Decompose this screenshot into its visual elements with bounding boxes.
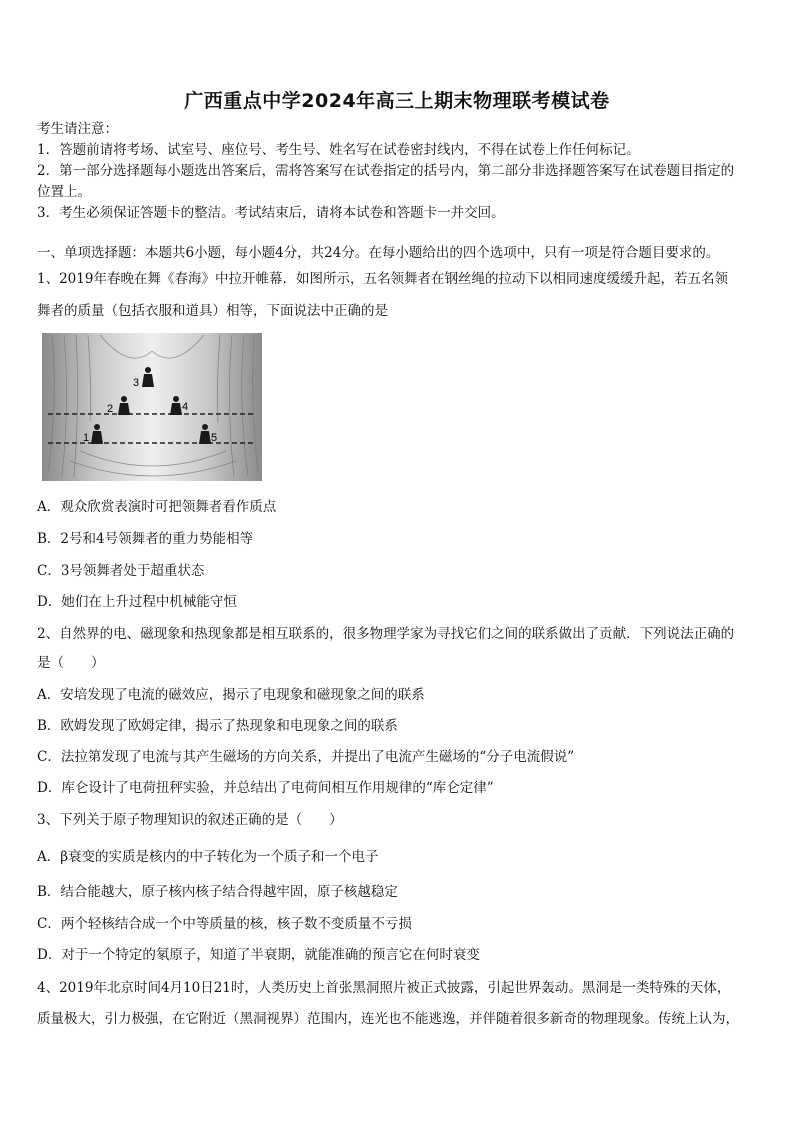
notice-heading: 考生请注意： <box>37 121 118 137</box>
q1-stem-line-1: 1、2019年春晚在舞《春海》中拉开帷幕．如图所示，五名领舞者在钢丝绳的拉动下以相同速度缓缓升起，若五名领 <box>37 271 728 287</box>
section-heading: 一、单项选择题：本题共6小题，每小题4分，共24分。在每小题给出的四个选项中，只有一项是符合题目要求的。 <box>37 245 720 261</box>
q1-option-b: B．2号和4号领舞者的重力势能相等 <box>37 531 254 547</box>
dancer-label-4: 4 <box>182 401 189 413</box>
q1-option-a: A．观众欣赏表演时可把领舞者看作质点 <box>37 499 277 515</box>
q1-stem-line-2: 舞者的质量（包括衣服和道具）相等，下面说法中正确的是 <box>37 303 388 319</box>
q2-option-c: C．法拉第发现了电流与其产生磁场的方向关系，并提出了电流产生磁场的“分子电流假说” <box>37 749 575 765</box>
q3-option-c: C．两个轻核结合成一个中等质量的核，核子数不变质量不亏损 <box>37 916 412 932</box>
dancer-label-3: 3 <box>133 377 140 389</box>
dancer-label-2: 2 <box>107 403 114 415</box>
q3-option-a: A．β衰变的实质是核内的中子转化为一个质子和一个电子 <box>37 849 379 865</box>
q2-option-a: A．安培发现了电流的磁效应，揭示了电现象和磁现象之间的联系 <box>37 687 425 703</box>
page-title: 广西重点中学2024年高三上期末物理联考模试卷 <box>184 90 610 112</box>
q1-option-d: D．她们在上升过程中机械能守恒 <box>37 594 237 610</box>
q2-option-b: B．欧姆发现了欧姆定律，揭示了热现象和电现象之间的联系 <box>37 718 398 734</box>
notice-item-2-cont: 位置上。 <box>37 184 91 200</box>
dancer-label-1: 1 <box>83 432 90 444</box>
q1-option-c: C．3号领舞者处于超重状态 <box>37 563 205 579</box>
dancer-label-5: 5 <box>211 432 218 444</box>
stage-dancers-figure <box>40 331 264 483</box>
notice-item-1: 1．答题前请将考场、试室号、座位号、考生号、姓名写在试卷密封线内，不得在试卷上作任何标记。 <box>37 142 640 158</box>
notice-item-3: 3．考生必须保证答题卡的整洁。考试结束后，请将本试卷和答题卡一并交回。 <box>37 205 505 221</box>
q2-stem-line-1: 2、自然界的电、磁现象和热现象都是相互联系的，很多物理学家为寻找它们之间的联系做出了贡献．下列说法正确的 <box>37 626 735 642</box>
q2-option-d: D．库仑设计了电荷扭秤实验，并总结出了电荷间相互作用规律的“库仑定律” <box>37 780 494 796</box>
q2-stem-line-2: 是（ ） <box>37 655 105 671</box>
q3-option-b: B．结合能越大，原子核内核子结合得越牢固，原子核越稳定 <box>37 884 398 900</box>
notice-item-2: 2．第一部分选择题每小题选出答案后，需将答案写在试卷指定的括号内，第二部分非选择题答案写在试卷题目指定的 <box>37 163 735 179</box>
q3-option-d: D．对于一个特定的氡原子，知道了半衰期，就能准确的预言它在何时衰变 <box>37 947 480 963</box>
q4-stem-line-2: 质量极大，引力极强，在它附近（黑洞视界）范围内，连光也不能逃逸，并伴随着很多新奇的物理现象。传统上认为， <box>37 1011 739 1027</box>
q3-stem: 3、下列关于原子物理知识的叙述正确的是（ ） <box>37 812 343 828</box>
q4-stem-line-1: 4、2019年北京时间4月10日21时，人类历史上首张黑洞照片被正式披露，引起世界轰动。黑洞是一类特殊的天体， <box>37 980 731 996</box>
